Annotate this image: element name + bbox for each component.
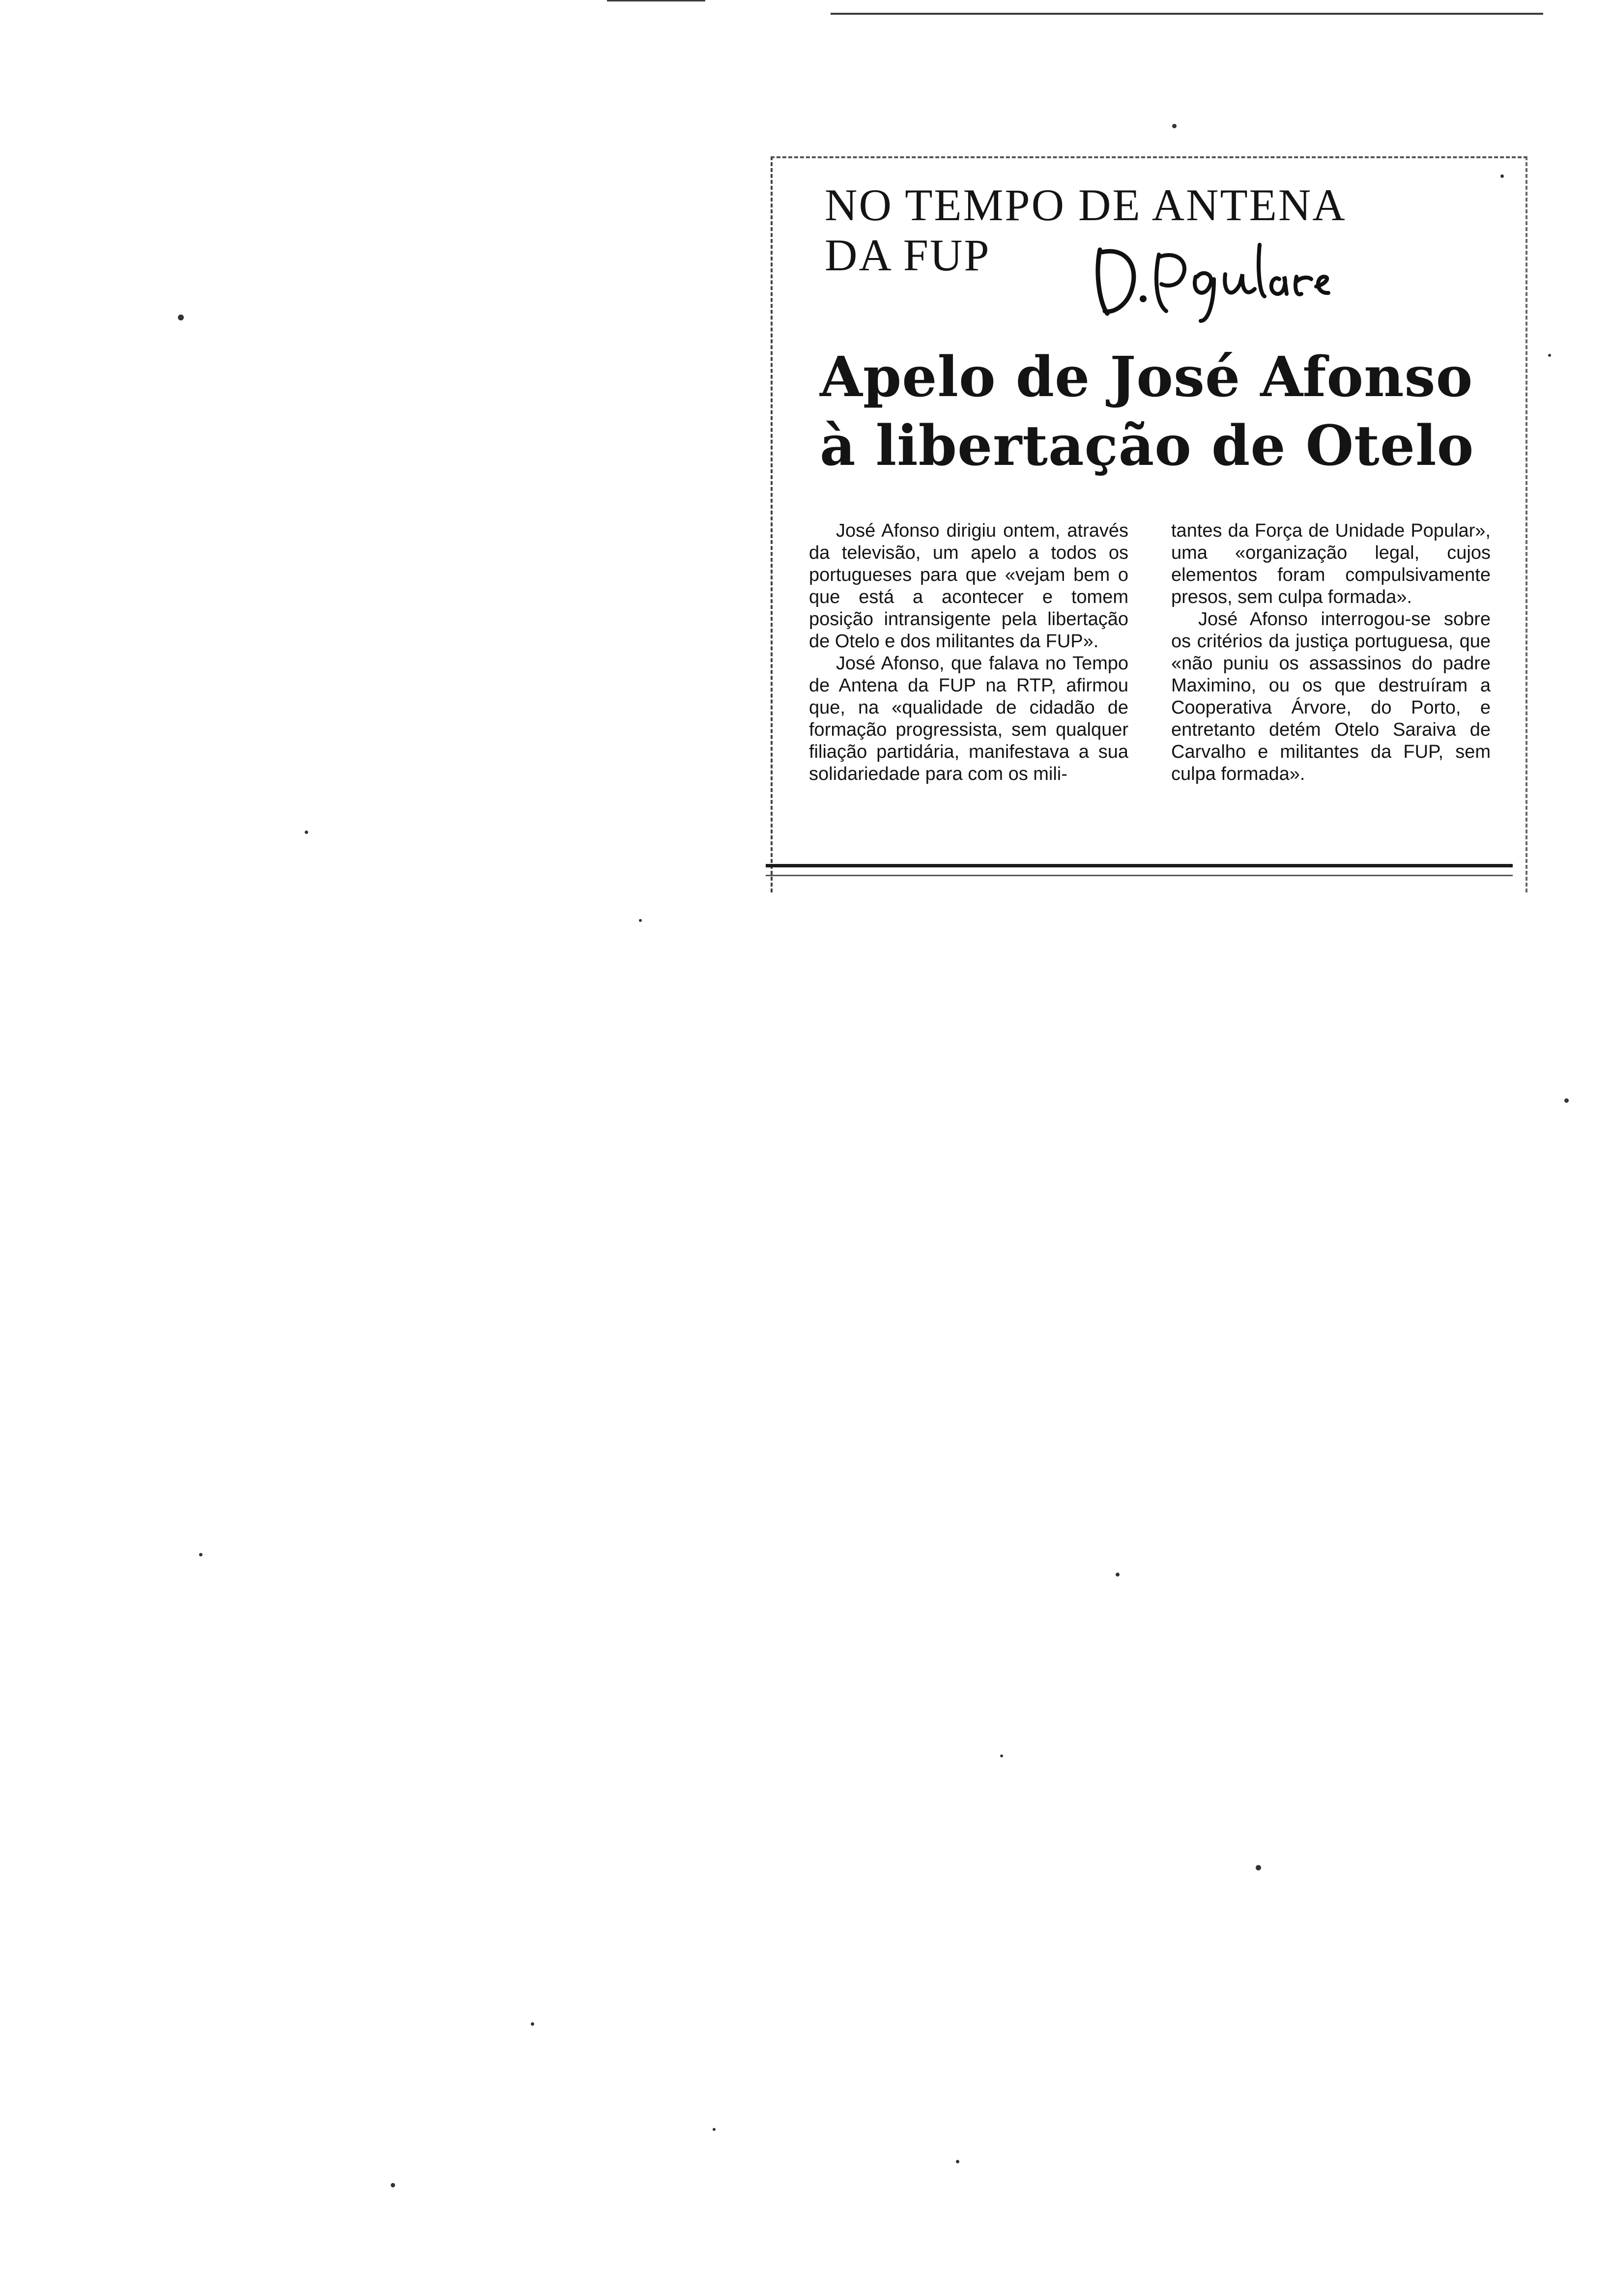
article-column-right	[1171, 520, 1491, 785]
scan-edge-line	[831, 13, 1543, 15]
kicker-line-1: NO TEMPO DE ANTENA	[825, 180, 1347, 230]
scan-speck	[1564, 1098, 1569, 1103]
scan-edge-line	[607, 0, 705, 1]
scan-speck	[305, 831, 308, 834]
article-paragraph: tantes da Força de Unidade Popular», uma «organização legal, cujos elementos foram compulsivamente presos, sem culpa formada».	[1171, 520, 1491, 607]
scan-speck	[1256, 1865, 1261, 1870]
article-column-left	[809, 520, 1128, 785]
scan-speck	[956, 2160, 959, 2163]
newspaper-clipping	[771, 156, 1527, 892]
kicker-line-2: DA FUP	[825, 230, 991, 280]
bottom-rule	[766, 864, 1513, 867]
headline-line-2: à libertação de Otelo	[820, 414, 1474, 478]
article-paragraph: José Afonso, que falava no Tempo de Antena da FUP na RTP, afirmou que, na «qualidade de cidadão de formação progressista, sem qualquer filiação partidária, manifestava a sua solidariedade para com os mili-	[809, 653, 1128, 784]
scan-speck	[531, 2022, 534, 2026]
article-headline	[820, 343, 1508, 481]
scan-speck	[1172, 124, 1177, 128]
scan-speck	[1500, 174, 1504, 178]
scan-speck	[1116, 1573, 1120, 1577]
article-paragraph: José Afonso dirigiu ontem, através da televisão, um apelo a todos os portugueses para que «vejam bem o que está a acontecer e tomem posição intransigente pela libertação de Otelo e dos militantes da FUP».	[809, 520, 1128, 652]
scan-speck	[178, 315, 184, 320]
headline-line-1: Apelo de José Afonso	[820, 345, 1473, 409]
scan-speck	[713, 2128, 716, 2131]
article-paragraph: José Afonso interrogou-se sobre os critérios da justiça portuguesa, que «não puniu os assassinos do padre Maximino, ou os que destruíram a Cooperativa Árvore, do Porto, e entretanto detém Otelo Saraiva de Carvalho e militantes da FUP, sem culpa formada».	[1171, 609, 1491, 784]
scan-speck	[1000, 1754, 1003, 1757]
bottom-rule-thin	[766, 875, 1513, 876]
scan-speck	[1548, 354, 1551, 357]
scan-speck	[391, 2183, 395, 2187]
scan-speck	[639, 919, 642, 922]
scan-speck	[199, 1553, 202, 1556]
handwritten-source-note	[1085, 230, 1341, 323]
